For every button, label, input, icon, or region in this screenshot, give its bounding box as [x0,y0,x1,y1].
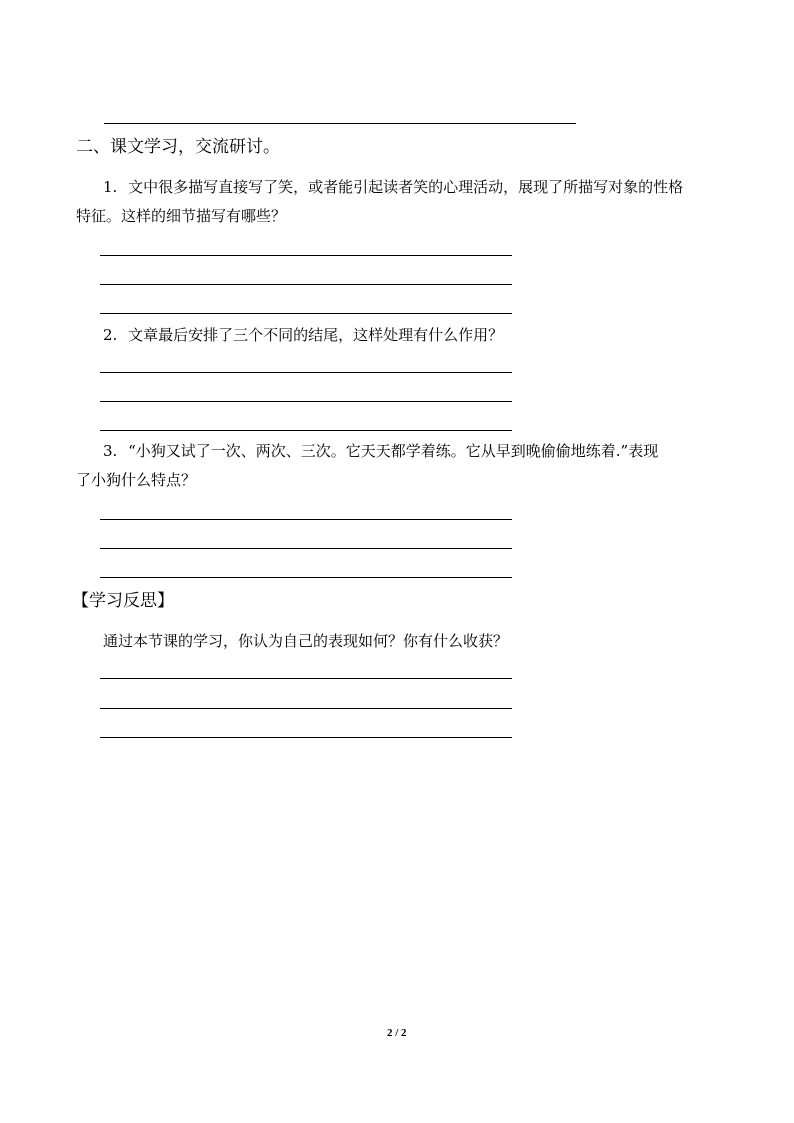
question-1-continued: 特征。这样的细节描写有哪些？ [76,207,287,225]
reflection-prompt: 通过本节课的学习，你认为自己的表现如何？你有什么收获？ [103,632,509,650]
answer-line [100,708,512,709]
answer-line [100,284,512,285]
question-number: 2. [103,326,118,344]
answer-line [100,430,512,431]
answer-line [100,372,512,373]
question-number: 3. [103,442,118,460]
page-number: 2 / 2 [387,1027,407,1039]
question-3 [103,441,658,461]
question-text: 文章最后安排了三个不同的结尾，这样处理有什么作用？ [128,326,504,344]
question-3-continued: 了小狗什么特点？ [76,471,197,489]
question-text: “小狗又试了一次、两次、三次。它天天都学着练。它从早到晚偷偷地练着.”表现 [128,442,659,460]
question-2 [103,325,503,345]
answer-line [100,313,512,314]
section-heading: 二、课文学习，交流研讨。 [76,137,280,157]
answer-line [100,255,512,256]
question-1 [103,177,683,197]
reflection-heading: 【学习反思】 [72,591,174,611]
answer-line [100,678,512,679]
answer-line [100,737,512,738]
answer-line [100,577,512,578]
answer-line [100,548,512,549]
question-text: 文中很多描写直接写了笑，或者能引起读者笑的心理活动，展现了所描写对象的性格 [128,178,684,196]
question-number: 1. [103,178,118,196]
answer-line [100,519,512,520]
answer-line [104,123,576,124]
answer-line [100,401,512,402]
